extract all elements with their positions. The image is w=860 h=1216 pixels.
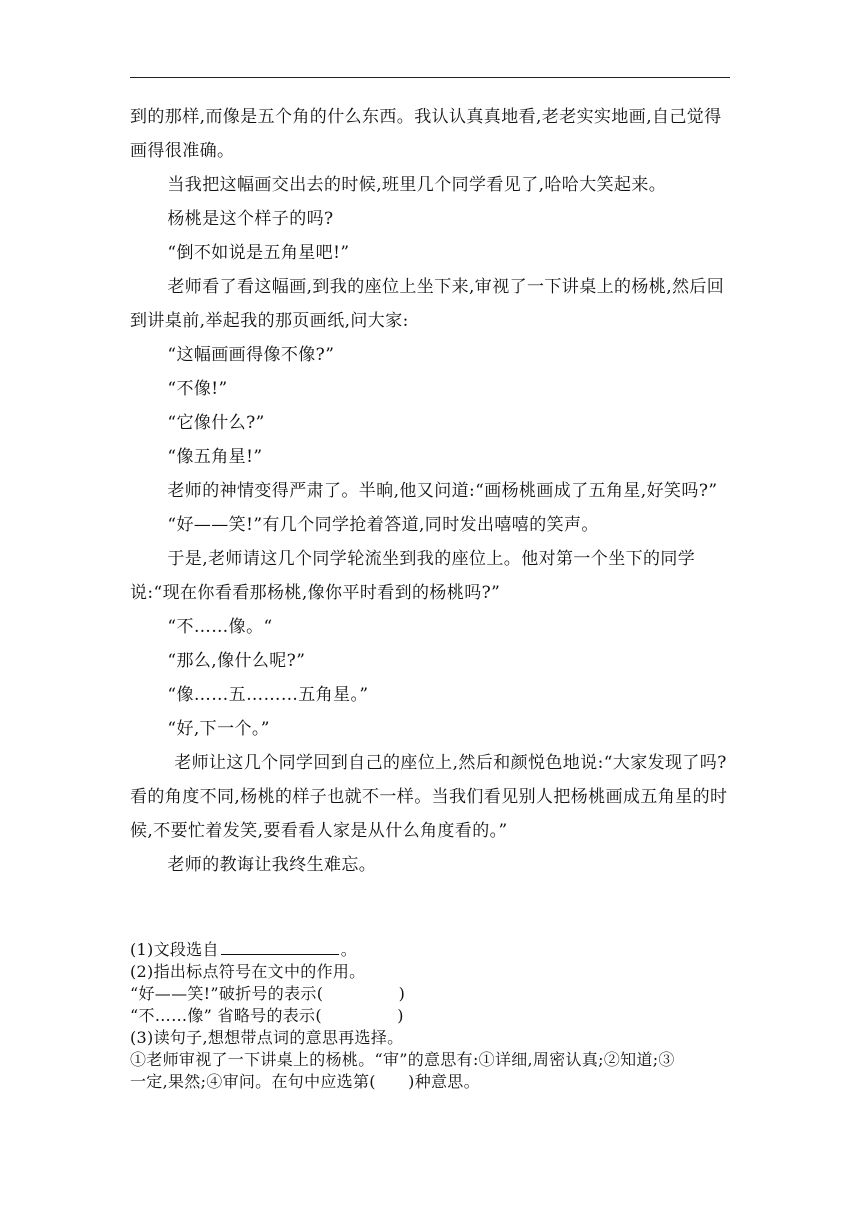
passage-paragraph: 老师的教诲让我终生难忘。	[167, 855, 377, 875]
question-2-item-1-close: )	[398, 984, 406, 1003]
passage-paragraph: “倒不如说是五角星吧!”	[167, 243, 350, 263]
question-1	[130, 938, 730, 961]
question-3-title: (3)读句子,想想带点词的意思再选择。	[130, 1028, 404, 1047]
question-3-item-1-line-2	[130, 1071, 730, 1093]
passage-paragraph: 老师让这几个同学回到自己的座位上,然后和颜悦色地说:“大家发现了吗?看的角度不同,杨桃的样子也就不一样。当我们看见别人把杨桃画成五角星的时候,不要忙着发笑,要看看人家是从什么角度看的。”	[130, 753, 728, 841]
question-3-item-1-line-1: ①老师审视了一下讲桌上的杨桃。“审”的意思有:①详细,周密认真;②知道;③	[130, 1050, 675, 1069]
question-2-title: (2)指出标点符号在文中的作用。	[130, 962, 366, 981]
question-2-item-1-text: “好——笑!”破折号的表示(	[130, 984, 324, 1003]
passage-paragraph: “不像!”	[167, 379, 228, 399]
passage-paragraph: 于是,老师请这几个同学轮流坐到我的座位上。他对第一个坐下的同学说:“现在你看看那杨桃,像你平时看到的杨桃吗?”	[130, 549, 696, 603]
question-2-item-2-text: “不……像” 省略号的表示(	[130, 1006, 322, 1025]
passage-paragraph: “它像什么?”	[167, 413, 265, 433]
passage-paragraph: 当我把这幅画交出去的时候,班里几个同学看见了,哈哈大笑起来。	[167, 175, 667, 195]
question-1-suffix: 。	[340, 940, 358, 959]
passage-paragraph: “那么,像什么呢?”	[167, 651, 306, 671]
question-section	[130, 938, 730, 1093]
question-2-item-2-close: )	[397, 1006, 404, 1025]
question-3-item-1-line-2-end: )种意思。	[408, 1072, 480, 1091]
passage-paragraph: “好,下一个。”	[167, 719, 270, 739]
passage-paragraph: “好——笑!”有几个同学抢着答道,同时发出嘻嘻的笑声。	[167, 515, 599, 535]
passage-paragraph: “像……五………五角星。”	[167, 685, 369, 705]
passage-paragraph: 老师的神情变得严肃了。半晌,他又问道:“画杨桃画成了五角星,好笑吗?”	[167, 481, 718, 501]
passage-paragraph: 老师看了看这幅画,到我的座位上坐下来,审视了一下讲桌上的杨桃,然后回到讲桌前,举起我的那页画纸,问大家:	[130, 277, 725, 331]
header-rule	[130, 77, 730, 78]
question-1-prompt: (1)文段选自	[130, 940, 219, 959]
passage-paragraph: “这幅画画得像不像?”	[167, 345, 335, 365]
question-1-answer-blank[interactable]	[221, 938, 339, 955]
question-3-item-1-line-2-text: 一定,果然;④审问。在句中应选第(	[130, 1072, 376, 1091]
question-2-item-1	[130, 983, 730, 1005]
passage-paragraph: “像五角星!”	[167, 447, 263, 467]
question-3-answer-blank[interactable]	[376, 1071, 408, 1093]
passage-paragraph: 到的那样,而像是五个角的什么东西。我认认真真地看,老老实实地画,自己觉得画得很准确。	[130, 107, 722, 161]
passage-paragraph: 杨桃是这个样子的吗?	[167, 209, 334, 229]
reading-passage	[130, 100, 730, 882]
question-2-item-1-answer-blank[interactable]	[323, 983, 398, 1005]
passage-paragraph: “不……像。“	[167, 617, 273, 637]
question-2-item-2-answer-blank[interactable]	[322, 1005, 397, 1027]
question-2-item-2	[130, 1005, 730, 1027]
